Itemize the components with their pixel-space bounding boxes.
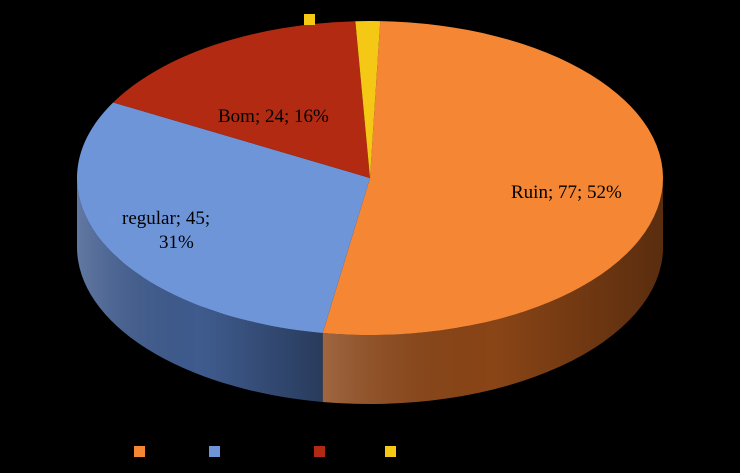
- data-label-regular-line1: regular; 45;: [122, 208, 211, 229]
- legend-swatch-0: [134, 446, 145, 457]
- top-legend-marker: [304, 14, 315, 25]
- data-label-ruin: [511, 182, 622, 203]
- data-label-regular-line2: 31%: [159, 232, 194, 253]
- data-label-bullet-2: [205, 116, 211, 122]
- data-label-bom-text: Bom; 24; 16%: [218, 106, 329, 127]
- data-label-bullet-1: [109, 218, 115, 224]
- data-label-ruin-text: Ruin; 77; 52%: [511, 182, 622, 203]
- legend-swatch-1: [209, 446, 220, 457]
- pie-top-faces: [77, 21, 663, 335]
- legend-swatch-2: [314, 446, 325, 457]
- data-label-bom: [218, 106, 329, 127]
- legend: [134, 446, 396, 457]
- legend-swatch-3: [385, 446, 396, 457]
- data-label-bullet-0: [499, 192, 505, 198]
